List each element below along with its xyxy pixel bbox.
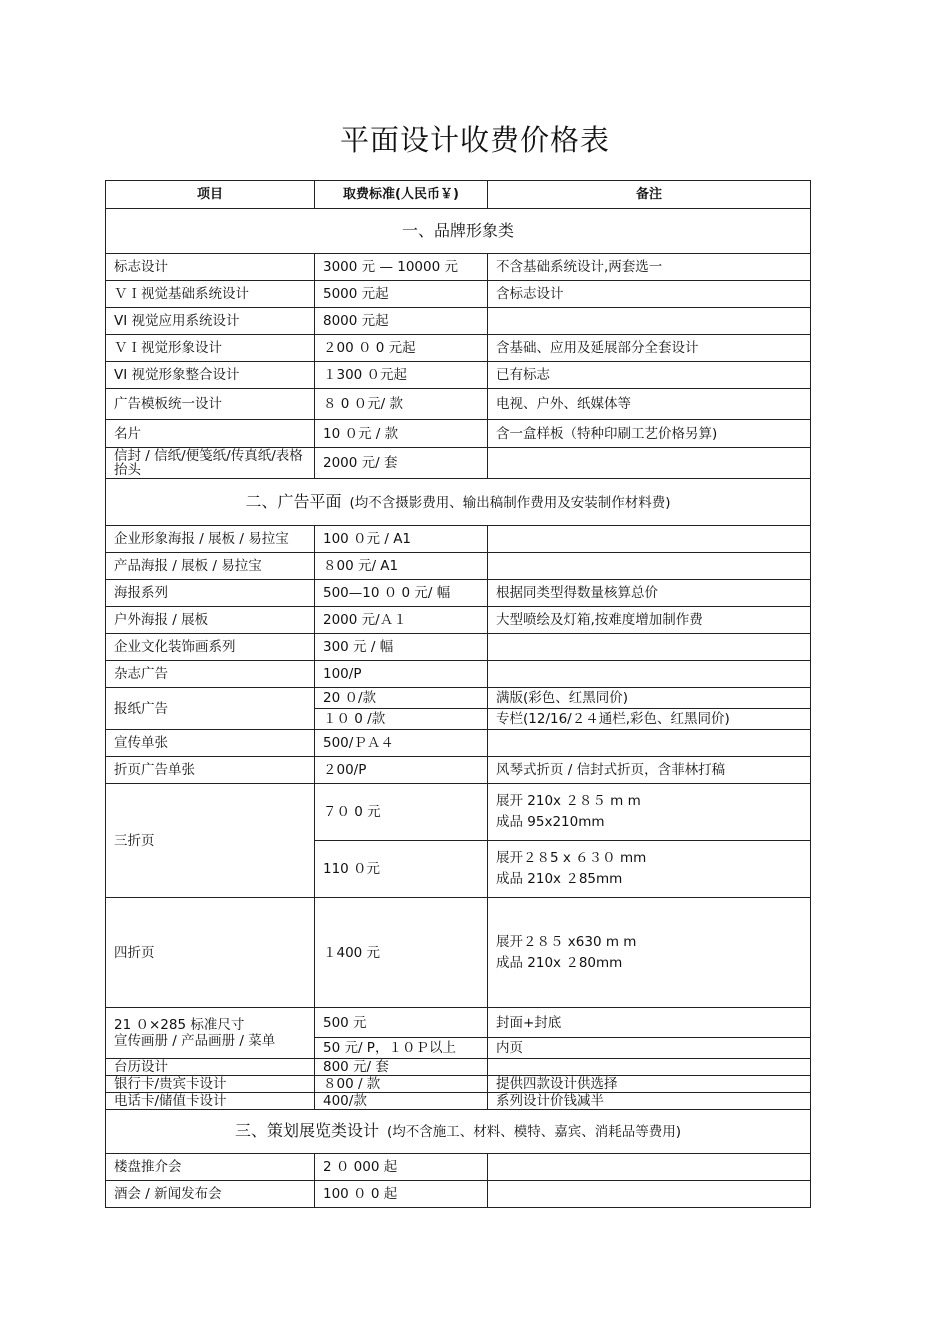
cell-note — [488, 1154, 811, 1181]
cell-item: 名片 — [106, 420, 315, 448]
cell-note: 满版(彩色、红黑同价) — [488, 688, 811, 709]
table-row — [106, 448, 811, 479]
cell-item: 电话卡/储值卡设计 — [106, 1093, 315, 1110]
cell-item: ＶＩ视觉形象设计 — [106, 335, 315, 362]
page-title: 平面设计收费价格表 — [339, 123, 610, 157]
cell-price: 2000 元/Ａ１ — [315, 607, 488, 634]
cell-note — [488, 784, 811, 841]
table-row — [106, 1093, 811, 1110]
cell-item: 宣传单张 — [106, 730, 315, 757]
table-row — [106, 757, 811, 784]
cell-note: 专栏(12/16/２４通栏,彩色、红黑同价) — [488, 709, 811, 730]
cell-item: ＶＩ视觉基础系统设计 — [106, 281, 315, 308]
cell-price: 8000 元起 — [315, 308, 488, 335]
cell-note: 含一盒样板（特种印刷工艺价格另算) — [488, 420, 811, 448]
table-row — [106, 308, 811, 335]
cell-price: ２00/P — [315, 757, 488, 784]
cell-price: 10 ０元 / 款 — [315, 420, 488, 448]
cell-price: 5000 元起 — [315, 281, 488, 308]
table-row — [106, 1008, 811, 1038]
cell-price: 3000 元 — 10000 元 — [315, 254, 488, 281]
table-row — [106, 526, 811, 553]
cell-note: 电视、户外、纸媒体等 — [488, 389, 811, 420]
cell-item: 产品海报 / 展板 / 易拉宝 — [106, 553, 315, 580]
cell-price: 110 ０元 — [315, 841, 488, 898]
cell-price: 50 元/ P，１０Ｐ以上 — [315, 1038, 488, 1059]
cell-price: 500/ＰＡ４ — [315, 730, 488, 757]
cell-item: 杂志广告 — [106, 661, 315, 688]
section-title-ad — [106, 479, 811, 526]
cell-note: 含基础、应用及延展部分全套设计 — [488, 335, 811, 362]
cell-note — [488, 448, 811, 479]
cell-price: 2000 元/ 套 — [315, 448, 488, 479]
note-line: 展开２８５ x630 m m — [496, 933, 637, 950]
cell-price: １400 元 — [315, 898, 488, 1008]
cell-item: 海报系列 — [106, 580, 315, 607]
cell-price: 400/款 — [315, 1093, 488, 1110]
table-row — [106, 1059, 811, 1076]
table-row — [106, 420, 811, 448]
cell-item: 户外海报 / 展板 — [106, 607, 315, 634]
cell-note: 风琴式折页 / 信封式折页，含菲林打稿 — [488, 757, 811, 784]
table-row — [106, 580, 811, 607]
section-title-plan — [106, 1110, 811, 1154]
section-ad-subtitle: (均不含摄影费用、输出稿制作费用及安装制作材料费) — [349, 494, 671, 511]
cell-price: １300 ０元起 — [315, 362, 488, 389]
section-plan-subtitle: (均不含施工、材料、模特、嘉宾、消耗品等费用) — [386, 1124, 682, 1140]
cell-note — [488, 730, 811, 757]
cell-note — [488, 661, 811, 688]
cell-note: 不含基础系统设计,两套选一 — [488, 254, 811, 281]
cell-price: 2 ０ 000 起 — [315, 1154, 488, 1181]
section-plan-label: 三、策划展览类设计 — [234, 1121, 379, 1140]
cell-price: ８00 / 款 — [315, 1076, 488, 1093]
cell-note — [488, 634, 811, 661]
header-price: 取费标准(人民币￥) — [315, 181, 488, 209]
header-item: 项目 — [106, 181, 315, 209]
cell-note: 大型喷绘及灯箱,按难度增加制作费 — [488, 607, 811, 634]
cell-item: 信封 / 信纸/便笺纸/传真纸/表格抬头 — [106, 448, 315, 479]
cell-item: 三折页 — [106, 784, 315, 898]
cell-item: 广告模板统一设计 — [106, 389, 315, 420]
cell-item: 企业形象海报 / 展板 / 易拉宝 — [106, 526, 315, 553]
cell-price: 500 元 — [315, 1008, 488, 1038]
table-row — [106, 688, 811, 709]
cell-price: ２00 ０ 0 元起 — [315, 335, 488, 362]
cell-note: 系列设计价钱减半 — [488, 1093, 811, 1110]
cell-price: ８00 元/ A1 — [315, 553, 488, 580]
cell-item: 企业文化装饰画系列 — [106, 634, 315, 661]
table-row — [106, 1076, 811, 1093]
cell-item: 四折页 — [106, 898, 315, 1008]
cell-price: 20 ０/款 — [315, 688, 488, 709]
cell-item — [106, 1008, 315, 1059]
table-row — [106, 254, 811, 281]
note-line: 成品 210x ２80mm — [496, 954, 623, 971]
cell-item: 台历设计 — [106, 1059, 315, 1076]
cell-price: ７０ 0 元 — [315, 784, 488, 841]
cell-note — [488, 1059, 811, 1076]
table-row — [106, 730, 811, 757]
table-row — [106, 553, 811, 580]
cell-price: 100 ０ 0 起 — [315, 1181, 488, 1208]
table-row — [106, 362, 811, 389]
cell-item: VI 视觉形象整合设计 — [106, 362, 315, 389]
cell-note — [488, 898, 811, 1008]
section-row — [106, 1110, 811, 1154]
cell-item: 报纸广告 — [106, 688, 315, 730]
item-line: 21 ０×285 标准尺寸 — [114, 1017, 245, 1033]
cell-note — [488, 526, 811, 553]
section-ad-label: 二、广告平面 — [245, 491, 342, 511]
cell-item: 折页广告单张 — [106, 757, 315, 784]
note-line: 成品 95x210mm — [496, 814, 605, 830]
table-row — [106, 634, 811, 661]
price-table — [105, 180, 811, 1208]
cell-note — [488, 841, 811, 898]
table-row — [106, 607, 811, 634]
table-row — [106, 281, 811, 308]
cell-note — [488, 308, 811, 335]
table-row — [106, 1154, 811, 1181]
item-line: 宣传画册 / 产品画册 / 菜单 — [114, 1033, 276, 1049]
cell-note — [488, 1181, 811, 1208]
cell-price: ８ 0 ０元/ 款 — [315, 389, 488, 420]
cell-price: 300 元 / 幅 — [315, 634, 488, 661]
cell-note: 根据同类型得数量核算总价 — [488, 580, 811, 607]
cell-item: 银行卡/贵宾卡设计 — [106, 1076, 315, 1093]
cell-item: VI 视觉应用系统设计 — [106, 308, 315, 335]
cell-price: １０ 0 /款 — [315, 709, 488, 730]
cell-item: 标志设计 — [106, 254, 315, 281]
cell-note: 内页 — [488, 1038, 811, 1059]
section-row — [106, 479, 811, 526]
cell-item: 楼盘推介会 — [106, 1154, 315, 1181]
table-header-row — [106, 181, 811, 209]
cell-note: 提供四款设计供选择 — [488, 1076, 811, 1093]
cell-note — [488, 553, 811, 580]
table-row — [106, 661, 811, 688]
cell-note: 封面+封底 — [488, 1008, 811, 1038]
table-row — [106, 898, 811, 1008]
table-row — [106, 1181, 811, 1208]
cell-note: 含标志设计 — [488, 281, 811, 308]
header-note: 备注 — [488, 181, 811, 209]
note-line: 成品 210x ２85mm — [496, 871, 623, 887]
table-row — [106, 784, 811, 841]
cell-item: 酒会 / 新闻发布会 — [106, 1181, 315, 1208]
cell-price: 500—10 ０ 0 元/ 幅 — [315, 580, 488, 607]
cell-price: 100/P — [315, 661, 488, 688]
section-title-brand: 一、品牌形象类 — [106, 209, 811, 254]
note-line: 展开 210x ２８５ m m — [496, 793, 641, 809]
section-row — [106, 209, 811, 254]
cell-price: 100 ０元 / A1 — [315, 526, 488, 553]
table-row — [106, 335, 811, 362]
cell-note: 已有标志 — [488, 362, 811, 389]
cell-price: 800 元/ 套 — [315, 1059, 488, 1076]
table-row — [106, 389, 811, 420]
note-line: 展开２８5 x ６３０ mm — [496, 850, 647, 866]
